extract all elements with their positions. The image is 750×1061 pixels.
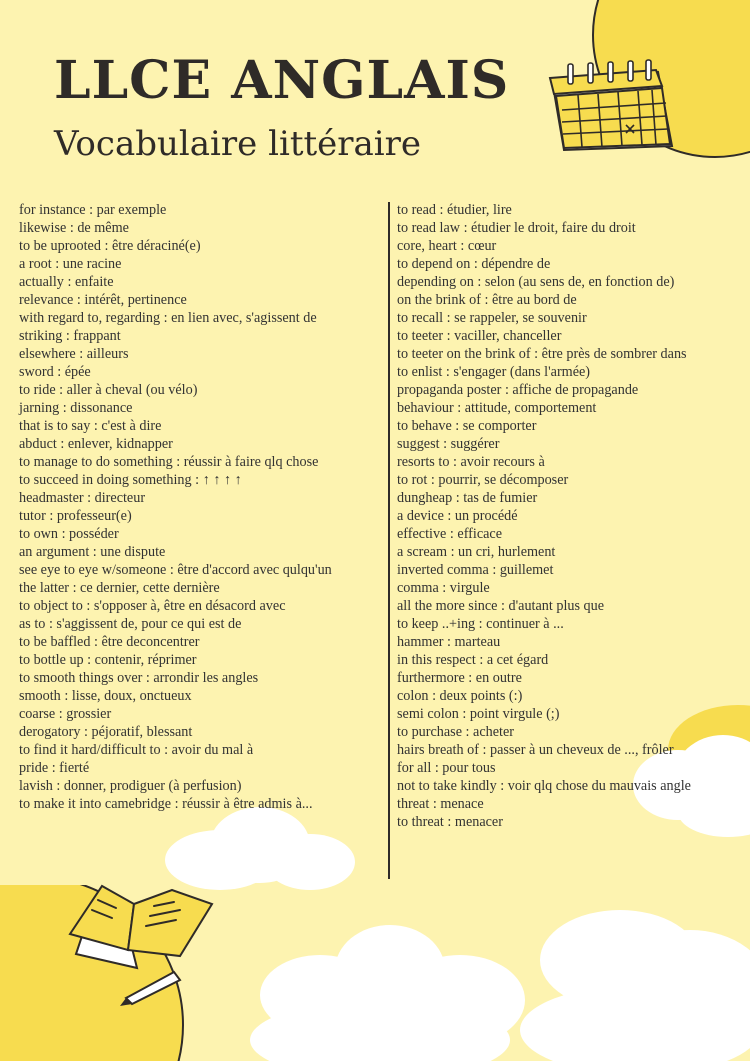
vocab-entry: depending on : selon (au sens de, en fonction de)	[397, 274, 675, 290]
vocab-entry: relevance : intérêt, pertinence	[19, 292, 187, 308]
vocab-entry: sword : épée	[19, 364, 91, 380]
vocab-entry: to read law : étudier le droit, faire du droit	[397, 220, 636, 236]
vocab-entry: to teeter on the brink of : être près de sombrer dans	[397, 346, 687, 362]
vocab-entry: behaviour : attitude, comportement	[397, 400, 597, 416]
vocab-entry: tutor : professeur(e)	[19, 508, 132, 524]
vocabulary-column-right	[397, 201, 747, 831]
vocab-entry: inverted comma : guillemet	[397, 562, 554, 578]
vocab-entry: to make it into camebridge : réussir à être admis à...	[19, 796, 313, 812]
open-book-icon	[62, 876, 222, 976]
vocab-entry: a scream : un cri, hurlement	[397, 544, 556, 560]
vocab-entry: effective : efficace	[397, 526, 503, 542]
vocab-entry: to object to : s'opposer à, être en désacord avec	[19, 598, 286, 614]
pencil-icon	[118, 966, 188, 1006]
vocab-entry: likewise : de même	[19, 220, 129, 236]
vocab-entry: coarse : grossier	[19, 706, 112, 722]
vocab-entry: for all : pour tous	[397, 760, 496, 776]
page-title: LLCE ANGLAIS	[54, 50, 510, 111]
vocab-entry: a root : une racine	[19, 256, 122, 272]
cloud-icon	[240, 900, 750, 1061]
vocab-entry: furthermore : en outre	[397, 670, 522, 686]
vocab-entry: dungheap : tas de fumier	[397, 490, 538, 506]
vocab-entry: semi colon : point virgule (;)	[397, 706, 560, 722]
vocab-entry: suggest : suggérer	[397, 436, 500, 452]
vocab-entry: pride : fierté	[19, 760, 90, 776]
vocab-entry: to succeed in doing something : ↑ ↑ ↑ ↑	[19, 472, 242, 488]
vocab-entry: to threat : menacer	[397, 814, 503, 830]
vocab-entry: as to : s'aggissent de, pour ce qui est de	[19, 616, 242, 632]
vocab-entry: lavish : donner, prodiguer (à perfusion)	[19, 778, 242, 794]
vocab-entry: to bottle up : contenir, réprimer	[19, 652, 197, 668]
vocab-entry: to recall : se rappeler, se souvenir	[397, 310, 587, 326]
vocab-entry: hammer : marteau	[397, 634, 501, 650]
vocab-entry: to rot : pourrir, se décomposer	[397, 472, 569, 488]
vocab-entry: to teeter : vaciller, chanceller	[397, 328, 562, 344]
vocab-entry: to be baffled : être deconcentrer	[19, 634, 200, 650]
vocab-entry: to ride : aller à cheval (ou vélo)	[19, 382, 198, 398]
vocab-entry: to depend on : dépendre de	[397, 256, 551, 272]
vocab-entry: colon : deux points (:)	[397, 688, 523, 704]
calendar-icon	[540, 58, 680, 158]
vocab-entry: to own : posséder	[19, 526, 119, 542]
vocab-entry: striking : frappant	[19, 328, 121, 344]
vocab-entry: to be uprooted : être déraciné(e)	[19, 238, 201, 254]
vocab-entry: smooth : lisse, doux, onctueux	[19, 688, 192, 704]
vocab-entry: an argument : une dispute	[19, 544, 166, 560]
column-divider	[388, 202, 390, 879]
vocab-entry: to enlist : s'engager (dans l'armée)	[397, 364, 591, 380]
vocab-entry: elsewhere : ailleurs	[19, 346, 129, 362]
vocab-entry: to behave : se comporter	[397, 418, 537, 434]
vocab-entry: jarning : dissonance	[19, 400, 133, 416]
vocab-entry: derogatory : péjoratif, blessant	[19, 724, 193, 740]
vocab-entry: to find it hard/difficult to : avoir du mal à	[19, 742, 254, 758]
vocab-entry: hairs breath of : passer à un cheveux de ..., frôler	[397, 742, 674, 758]
vocab-entry: that is to say : c'est à dire	[19, 418, 162, 434]
vocab-entry: to smooth things over : arrondir les angles	[19, 670, 259, 686]
vocab-entry: headmaster : directeur	[19, 490, 146, 506]
vocab-entry: core, heart : cœur	[397, 238, 497, 254]
vocab-entry: the latter : ce dernier, cette dernière	[19, 580, 220, 596]
vocabulary-column-left	[19, 201, 385, 813]
vocab-entry: not to take kindly : voir qlq chose du mauvais angle	[397, 778, 691, 794]
vocab-entry: abduct : enlever, kidnapper	[19, 436, 173, 452]
vocab-entry: threat : menace	[397, 796, 484, 812]
vocab-entry: in this respect : a cet égard	[397, 652, 549, 668]
vocab-entry: to read : étudier, lire	[397, 202, 512, 218]
vocab-entry: all the more since : d'autant plus que	[397, 598, 605, 614]
vocab-entry: see eye to eye w/someone : être d'accord avec qulqu'un	[19, 562, 332, 578]
vocab-entry: to purchase : acheter	[397, 724, 514, 740]
vocab-entry: to manage to do something : réussir à faire qlq chose	[19, 454, 319, 470]
vocab-entry: with regard to, regarding : en lien avec, s'agissent de	[19, 310, 317, 326]
page-subtitle: Vocabulaire littéraire	[54, 124, 422, 164]
vocab-entry: propaganda poster : affiche de propagande	[397, 382, 639, 398]
vocab-entry: comma : virgule	[397, 580, 490, 596]
vocab-entry: actually : enfaite	[19, 274, 114, 290]
vocab-entry: for instance : par exemple	[19, 202, 167, 218]
vocab-entry: to keep ..+ing : continuer à ...	[397, 616, 564, 632]
vocab-entry: resorts to : avoir recours à	[397, 454, 545, 470]
vocab-entry: a device : un procédé	[397, 508, 518, 524]
vocab-entry: on the brink of : être au bord de	[397, 292, 577, 308]
